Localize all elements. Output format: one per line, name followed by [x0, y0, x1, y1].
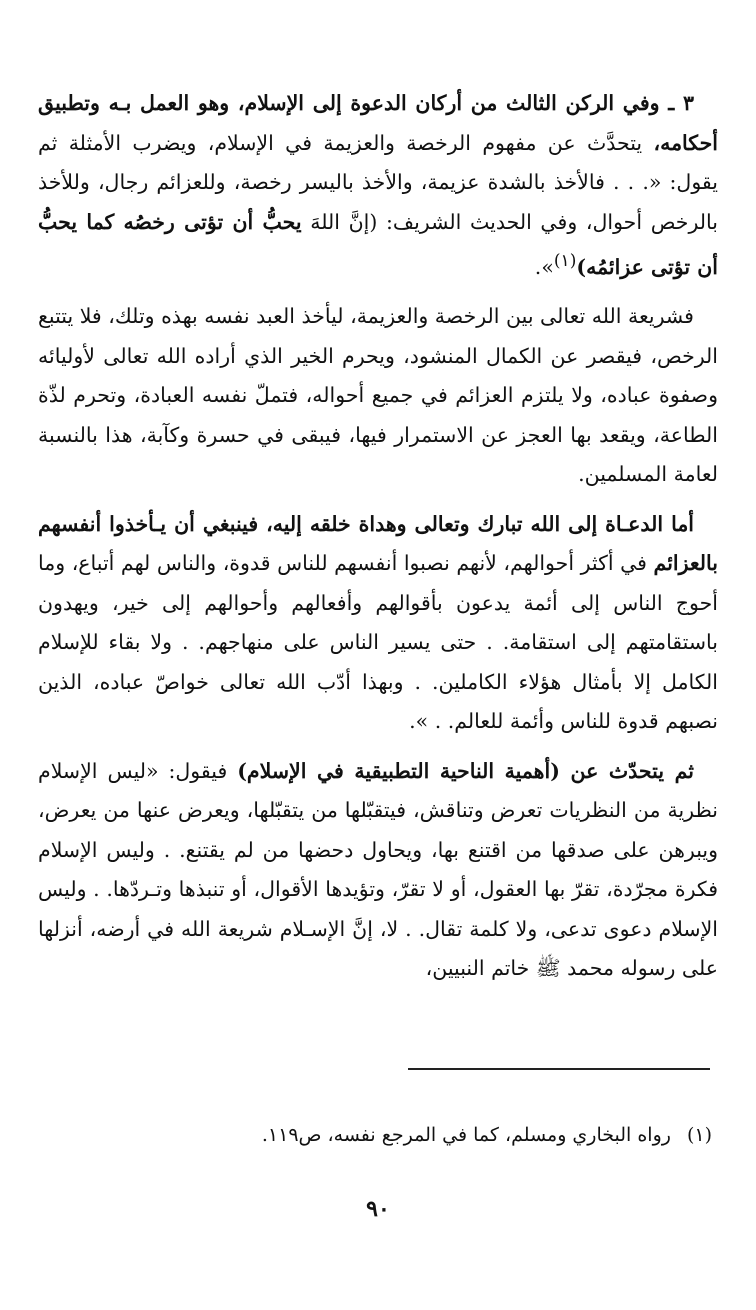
paragraph-4	[38, 752, 718, 989]
paragraph-1-lead: ٣ ـ وفي الركن الثالث من أركان الدعوة إلى الإسلام، وهو العمل بـه وتطبيق أحكامه،	[38, 91, 718, 155]
paragraph-1	[38, 84, 718, 287]
paragraph-3	[38, 505, 718, 742]
footnote-text: رواه البخاري ومسلم، كما في المرجع نفسه، ص١١٩.	[261, 1124, 671, 1146]
paragraph-3-lead: أما الدعـاة إلى الله تبارك وتعالى وهداة خلقه إليه، فينبغي أن يـأخذوا أنفسهم بالعزائم	[38, 511, 718, 576]
paragraph-2	[38, 297, 718, 495]
page-number: ٩٠	[366, 1196, 390, 1222]
footnote	[38, 1120, 712, 1150]
paragraph-1-text: يتحدَّث عن مفهوم الرخصة والعزيمة في الإسلام، ويضرب الأمثلة ثم يقول: «. . . فالأخذ بالشدة عزيمة، والأخذ باليسر رخصة، وللعزائم رجال، وللأخذ بالرخص أحوال، وفي الحديث الشريف: (إنَّ اللهَ	[38, 130, 718, 234]
footnote-reference: (١)	[553, 251, 577, 271]
paragraph-3-text: في أكثر أحوالهم، لأنهم نصبوا أنفسهم للناس قدوة، والناس لهم أتباع، وما أحوج الناس إلى أئمة يدعون بأقوالهم وأفعالهم وأحوالهم إلى خير، ويهدون باستقامتهم إلى استقامة. . حتى يسير الناس على منهاجهم. . ولا بقاء للإسلام الكامل إلا بأمثال هؤلاء الكاملين. . وبهذا أدّب الله تعالى خواصّ عباده، الذين نصبهم قدوة للناس وأئمة للعالم. . ».	[38, 551, 718, 734]
paragraph-4-text: فيقول: «ليس الإسلام نظرية من النظريات تعرض وتناقش، فيتقبّلها من يتقبّلها، ويعرض عنها من يعرض، ويبرهن على صدقها من اقتنع بها، ويحاول دحضها من لم يقتنع. . وليس الإسلام فكرة مجرّدة، تقرّ بها العقول، أو لا تقرّ، وتؤيدها الأقوال، أو تنبذها وتـردّها. . وليس الإسلام دعوى تدعى، ولا كلمة تقال. . لا، إنَّ الإسـلام شريعة الله في أرضه، أنزلها على رسوله محمد ﷺ خاتم النبيين،	[38, 758, 718, 981]
paragraph-4-lead: ثم يتحدّث عن (أهمية الناحية التطبيقية في الإسلام)	[237, 758, 694, 783]
hadith-quote: يحبُّ أن تؤتى رخصُه كما يحبُّ أن تؤتى عزائمُه)	[38, 209, 718, 279]
footnote-marker: (١)	[686, 1124, 712, 1146]
footnote-divider	[408, 1068, 710, 1070]
paragraph-2-text: فشريعة الله تعالى بين الرخصة والعزيمة، ليأخذ العبد نفسه بهذه وتلك، فلا يتتبع الرخص، فيقصر عن الكمال المنشود، ويحرم الخير الذي أراده الله تعالى لأوليائه وصفوة عباده، ولا يلتزم العزائم في جميع أحواله، فتملّ نفسه العبادة، وتحرم لذّة الطاعة، ويقعد بها العجز عن الاستمرار فيها، فيبقى في حسرة وكآبة، هذا بالنسبة لعامة المسلمين.	[38, 304, 718, 487]
paragraph-1-end: ».	[534, 254, 554, 279]
body-text	[38, 84, 718, 999]
